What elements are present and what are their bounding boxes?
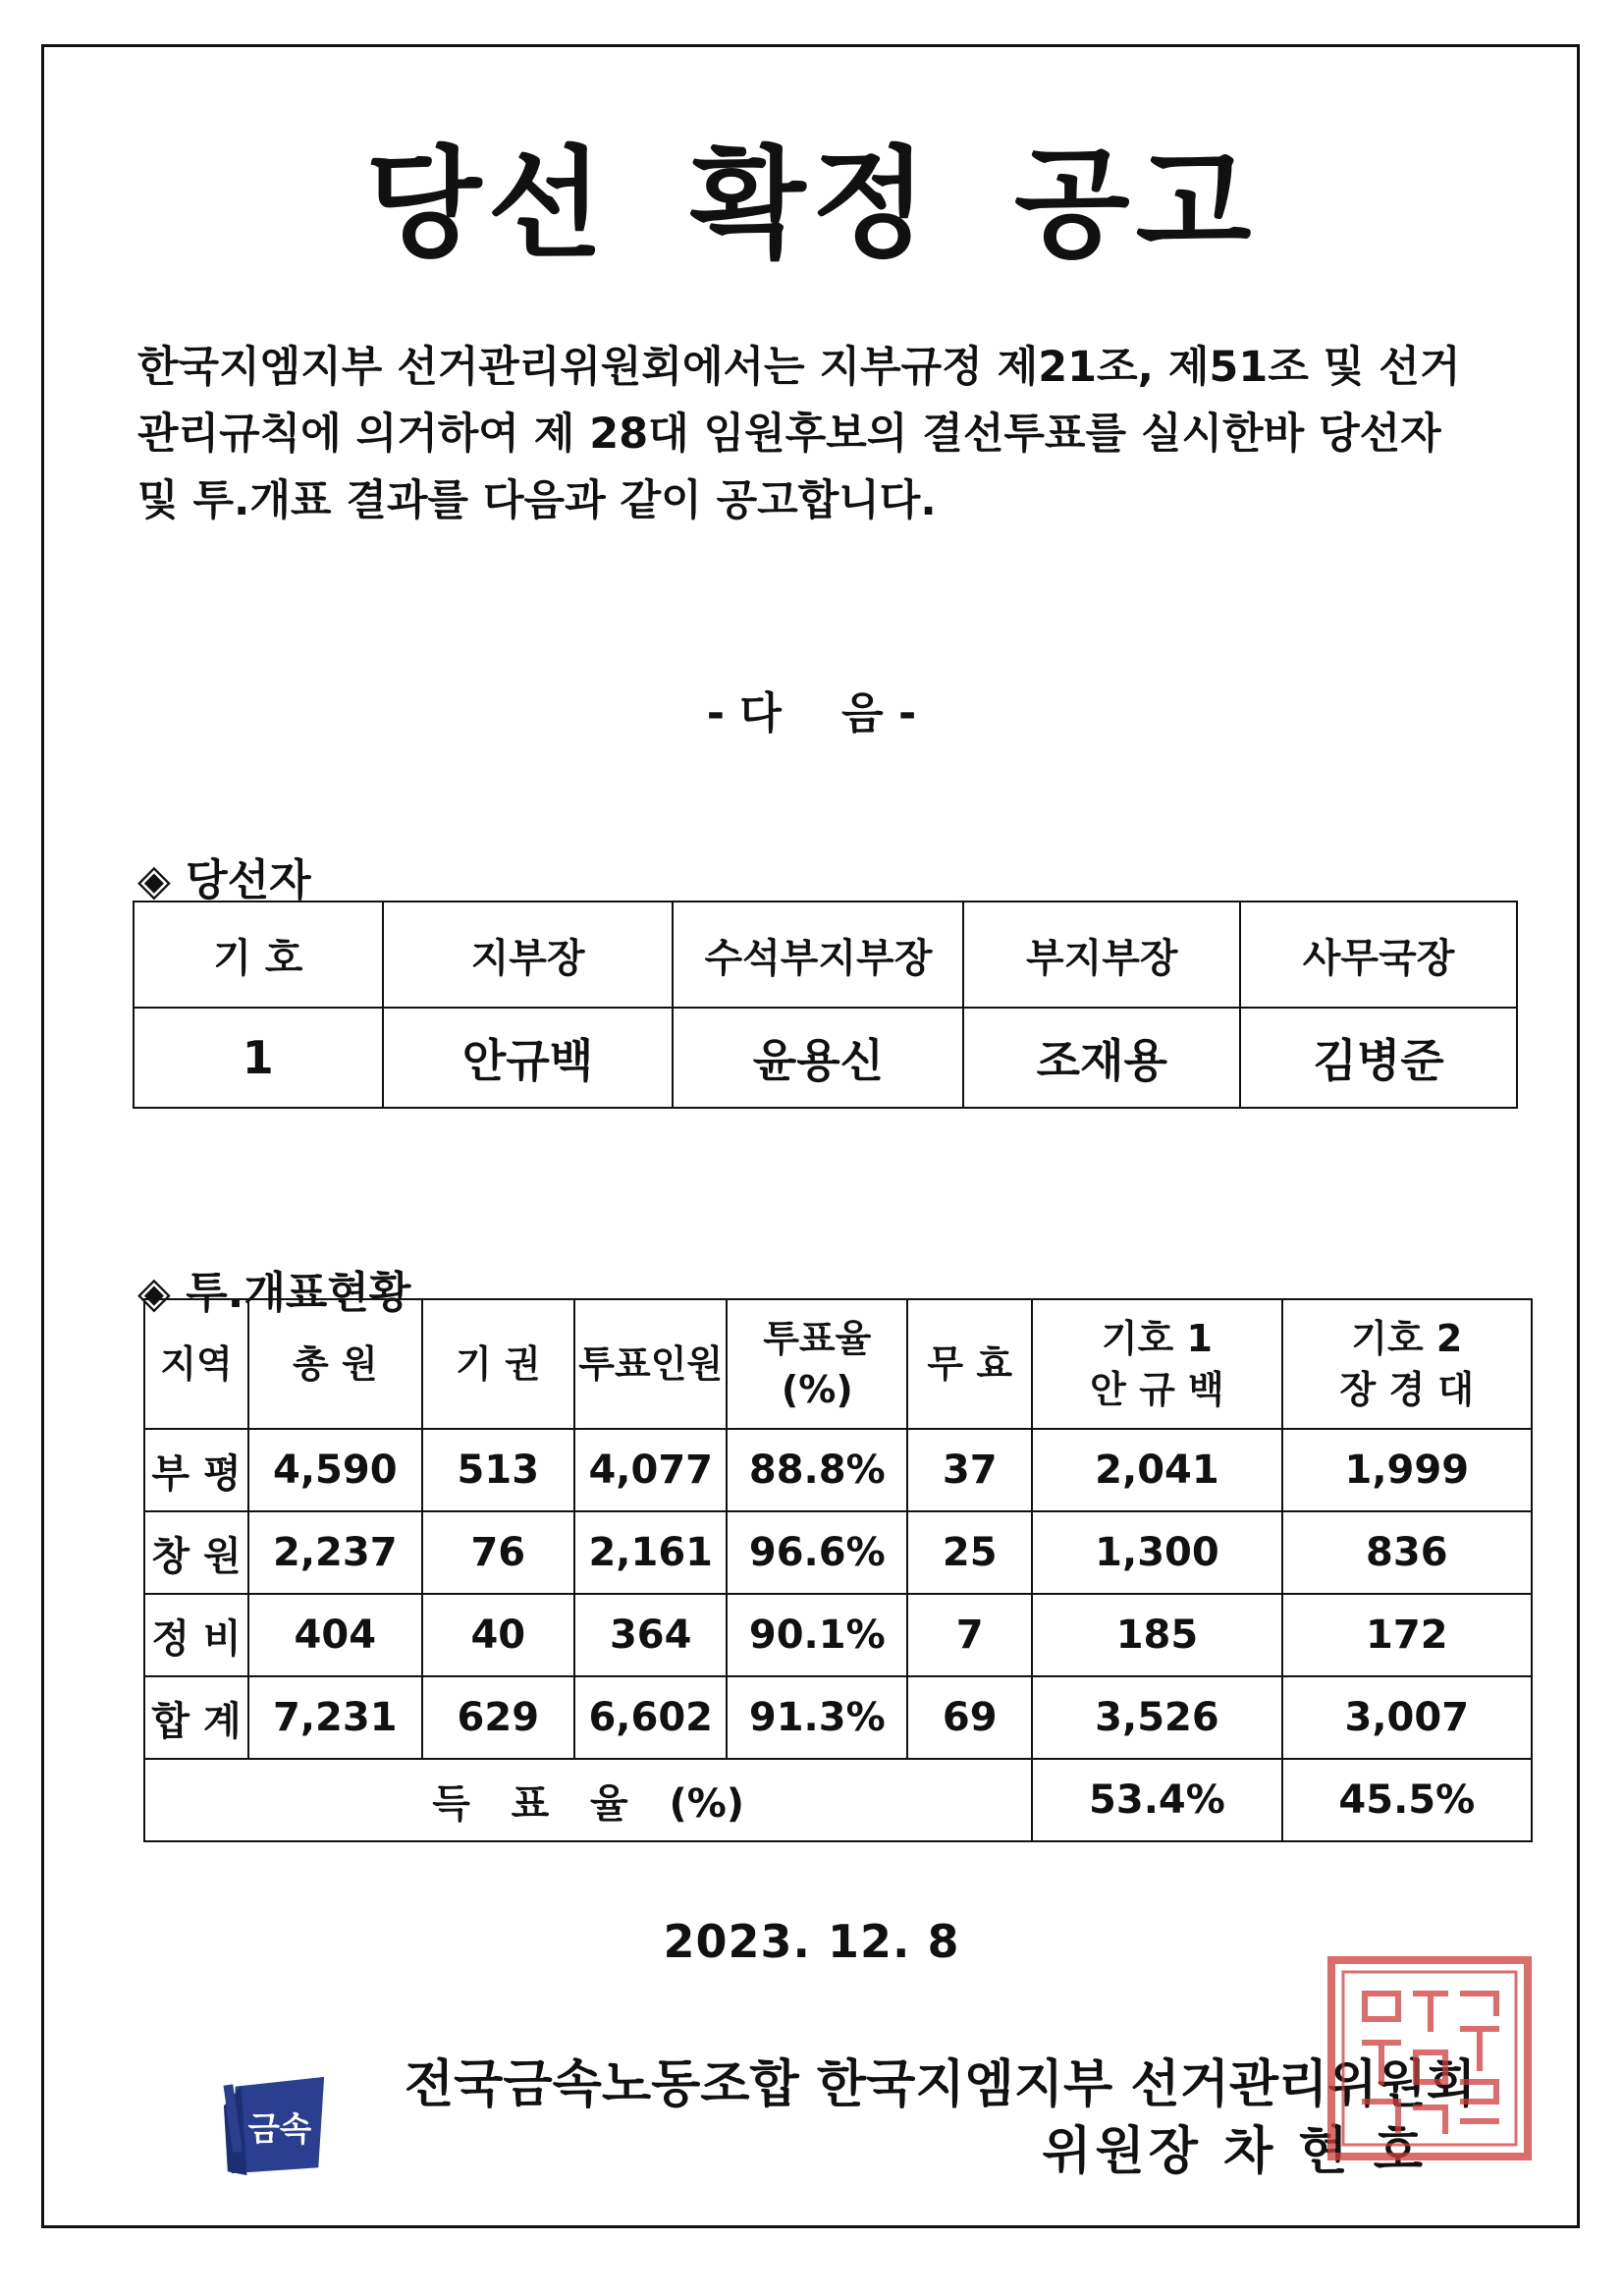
count-cell: 172 <box>1282 1594 1532 1676</box>
winners-heading: ◈ 당선자 <box>137 855 311 905</box>
count-total-row <box>144 1676 1532 1759</box>
count-cell: 25 <box>907 1511 1032 1594</box>
notice-date: 2023. 12. 8 <box>663 1915 960 1968</box>
winners-header-row <box>134 902 1517 1008</box>
vote-rate-label: 득 표 율 (%) <box>144 1759 1032 1841</box>
count-cell: 합 계 <box>144 1676 248 1759</box>
count-header-row <box>144 1299 1532 1429</box>
winners-cell: 1 <box>134 1008 383 1108</box>
count-cell: 37 <box>907 1429 1032 1511</box>
count-cell: 7,231 <box>248 1676 422 1759</box>
count-cell: 4,590 <box>248 1429 422 1511</box>
organization-name: 전국금속노동조합 한국지엠지부 선거관리위원회 <box>404 2055 1476 2114</box>
count-cell: 3,526 <box>1032 1676 1281 1759</box>
count-cell: 88.8% <box>727 1429 907 1511</box>
count-cell: 76 <box>422 1511 574 1594</box>
vote-rate-row <box>144 1759 1532 1841</box>
count-row <box>144 1594 1532 1676</box>
count-header-cell: 지역 <box>144 1299 248 1429</box>
count-header-cell-candidate-1 <box>1032 1299 1281 1429</box>
count-cell: 836 <box>1282 1511 1532 1594</box>
count-heading: ◈ 투.개표현황 <box>137 1268 411 1318</box>
count-cell: 364 <box>574 1594 727 1676</box>
count-row <box>144 1429 1532 1511</box>
count-cell: 3,007 <box>1282 1676 1532 1759</box>
count-cell: 69 <box>907 1676 1032 1759</box>
count-cell: 부 평 <box>144 1429 248 1511</box>
count-cell: 96.6% <box>727 1511 907 1594</box>
count-header-cell: 투표인원 <box>574 1299 727 1429</box>
count-cell: 1,999 <box>1282 1429 1532 1511</box>
count-cell: 4,077 <box>574 1429 727 1511</box>
winners-row <box>134 1008 1517 1108</box>
vote-rate-cell: 53.4% <box>1032 1759 1281 1841</box>
winners-header-cell: 지부장 <box>383 902 674 1008</box>
official-seal <box>1325 1954 1534 2162</box>
count-cell: 513 <box>422 1429 574 1511</box>
count-cell: 185 <box>1032 1594 1281 1676</box>
winners-header-cell: 사무국장 <box>1240 902 1517 1008</box>
count-cell: 2,041 <box>1032 1429 1281 1511</box>
winners-cell: 안규백 <box>383 1008 674 1108</box>
count-header-cell-candidate-2 <box>1282 1299 1532 1429</box>
vote-rate-cell: 45.5% <box>1282 1759 1532 1841</box>
notice-intro: 한국지엠지부 선거관리위원회에서는 지부규정 제21조, 제51조 및 선거관리규칙에 의거하여 제 28대 임원후보의 결선투표를 실시한바 당선자 및 투.개표 결과를 다음과 같이 공고합니다. <box>137 343 1461 525</box>
notice-title: 당선 확정 공고 <box>365 135 1258 274</box>
winners-cell: 김병준 <box>1240 1008 1517 1108</box>
winners-table <box>133 901 1518 1109</box>
candidate-name: 안 규 백 <box>1090 1368 1224 1411</box>
count-cell: 창 원 <box>144 1511 248 1594</box>
count-cell: 2,161 <box>574 1511 727 1594</box>
count-cell: 2,237 <box>248 1511 422 1594</box>
count-cell: 7 <box>907 1594 1032 1676</box>
vote-count-table <box>143 1298 1533 1842</box>
logo-text: 금속 <box>247 2109 312 2149</box>
count-header-cell: 총 원 <box>248 1299 422 1429</box>
candidate-name: 장 경 대 <box>1339 1368 1475 1411</box>
winners-cell: 윤용신 <box>673 1008 963 1108</box>
count-row <box>144 1511 1532 1594</box>
count-cell: 6,602 <box>574 1676 727 1759</box>
winners-header-cell: 수석부지부장 <box>673 902 963 1008</box>
count-cell: 404 <box>248 1594 422 1676</box>
union-logo <box>218 2067 334 2183</box>
count-header-cell: 무 효 <box>907 1299 1032 1429</box>
winners-header-cell: 부지부장 <box>963 902 1240 1008</box>
candidate-number: 기호 1 <box>1101 1317 1213 1360</box>
candidate-number: 기호 2 <box>1351 1317 1463 1360</box>
winners-cell: 조재용 <box>963 1008 1240 1108</box>
count-cell: 정 비 <box>144 1594 248 1676</box>
chair-name: 위원장 차 현 호 <box>1042 2122 1427 2181</box>
following-label: - 다 음 - <box>706 688 917 738</box>
count-cell: 1,300 <box>1032 1511 1281 1594</box>
count-header-cell: 투표율(%) <box>727 1299 907 1429</box>
count-cell: 90.1% <box>727 1594 907 1676</box>
count-cell: 40 <box>422 1594 574 1676</box>
winners-header-cell: 기 호 <box>134 902 383 1008</box>
count-cell: 91.3% <box>727 1676 907 1759</box>
count-header-cell: 기 권 <box>422 1299 574 1429</box>
count-cell: 629 <box>422 1676 574 1759</box>
